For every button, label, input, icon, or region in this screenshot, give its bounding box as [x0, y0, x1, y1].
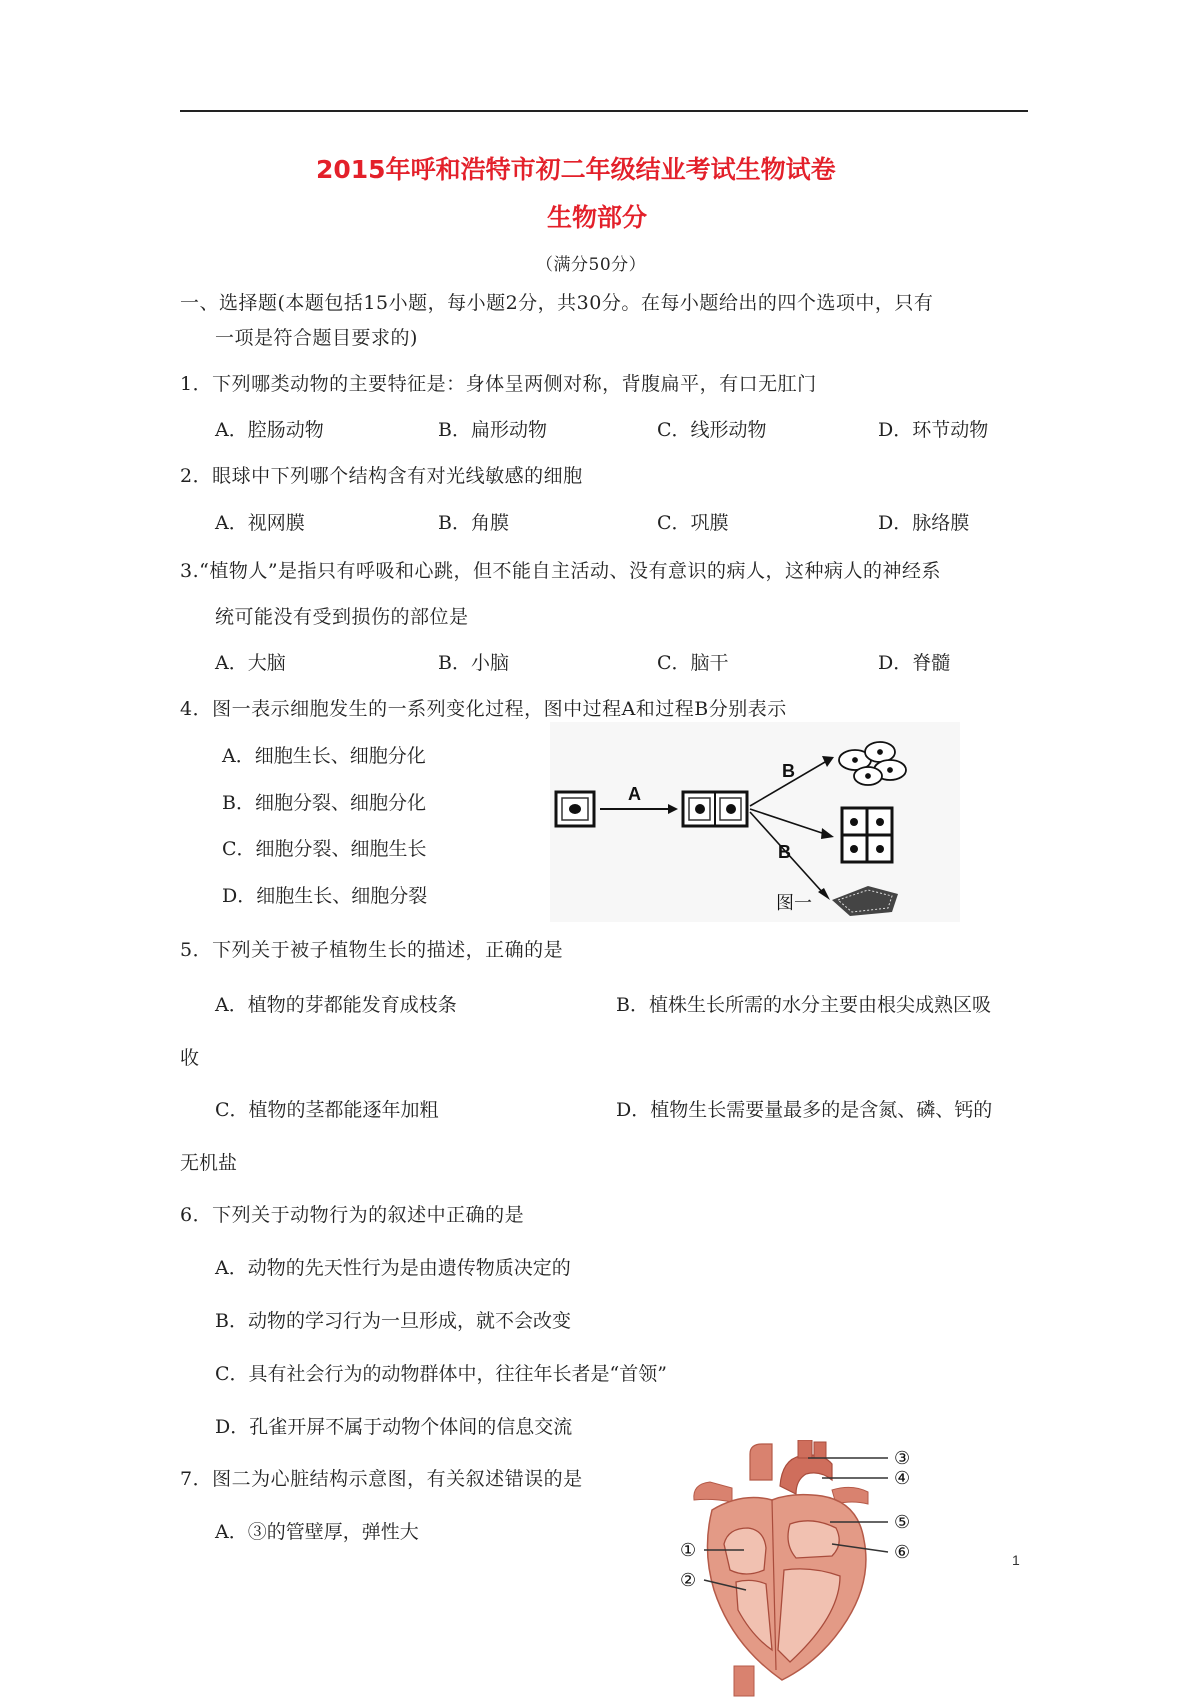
- q2-option-c: C．巩膜: [657, 512, 729, 534]
- label-5: ⑤: [894, 1512, 911, 1532]
- q5-option-b: B．植株生长所需的水分主要由根尖成熟区吸: [616, 994, 991, 1016]
- q5-option-d: D．植物生长需要量最多的是含氮、磷、钙的: [616, 1099, 993, 1121]
- q4-option-b: B．细胞分裂、细胞分化: [222, 792, 426, 814]
- q3-stem: 3.“植物人”是指只有呼吸和心跳，但不能自主活动、没有意识的病人，这种病人的神经系: [180, 560, 942, 582]
- q7-option-a: A．③的管壁厚，弹性大: [215, 1521, 419, 1543]
- q5-option-a: A．植物的芽都能发育成枝条: [215, 994, 457, 1016]
- q4-option-c: C．细胞分裂、细胞生长: [222, 838, 427, 860]
- q1-stem: 1．下列哪类动物的主要特征是：身体呈两侧对称，背腹扁平，有口无肛门: [180, 373, 817, 395]
- q5-option-c: C．植物的茎都能逐年加粗: [215, 1099, 439, 1121]
- q5-option-d-cont: 无机盐: [180, 1152, 238, 1174]
- figure-1-caption: 图一: [776, 893, 812, 913]
- q1-option-a: A．腔肠动物: [215, 419, 324, 441]
- q6-option-b: B．动物的学习行为一旦形成，就不会改变: [215, 1310, 571, 1332]
- label-6: ⑥: [894, 1542, 911, 1562]
- q4-option-d: D．细胞生长、细胞分裂: [222, 885, 428, 907]
- q6-option-c: C．具有社会行为的动物群体中，往往年长者是“首领”: [215, 1363, 667, 1385]
- q3-option-c: C．脑干: [657, 652, 729, 674]
- exam-subtitle: 生物部分: [547, 203, 648, 232]
- q6-option-d: D．孔雀开屏不属于动物个体间的信息交流: [215, 1416, 573, 1438]
- exam-title: 2015年呼和浩特市初二年级结业考试生物试卷: [316, 155, 836, 184]
- q1-option-d: D．环节动物: [878, 419, 989, 441]
- label-b-bottom: B: [778, 842, 791, 862]
- full-score: （满分50分）: [536, 255, 647, 275]
- q2-option-d: D．脉络膜: [878, 512, 970, 534]
- q7-stem: 7．图二为心脏结构示意图，有关叙述错误的是: [180, 1468, 583, 1490]
- label-4: ④: [894, 1468, 911, 1488]
- q5-option-b-cont: 收: [180, 1047, 200, 1069]
- q1-option-b: B．扁形动物: [438, 419, 547, 441]
- q1-option-c: C．线形动物: [657, 419, 767, 441]
- q3-option-d: D．脊髓: [878, 652, 951, 674]
- q3-option-b: B．小脑: [438, 652, 509, 674]
- header-rule: [180, 110, 1028, 112]
- section-heading-cont: 一项是符合题目要求的): [215, 327, 418, 349]
- q6-option-a: A．动物的先天性行为是由遗传物质决定的: [215, 1257, 571, 1279]
- q6-stem: 6．下列关于动物行为的叙述中正确的是: [180, 1204, 525, 1226]
- q5-stem: 5．下列关于被子植物生长的描述，正确的是: [180, 939, 564, 961]
- label-3: ③: [894, 1448, 911, 1468]
- label-2: ②: [680, 1570, 697, 1590]
- label-b-top: B: [782, 761, 795, 781]
- q4-option-a: A．细胞生长、细胞分化: [222, 745, 426, 767]
- q2-option-b: B．角膜: [438, 512, 509, 534]
- label-1: ①: [680, 1540, 697, 1560]
- figure-2-heart-diagram: [672, 1440, 932, 1698]
- q2-option-a: A．视网膜: [215, 512, 305, 534]
- label-a: A: [628, 784, 641, 804]
- figure-1-cell-process: [550, 722, 960, 922]
- single-cell: [556, 792, 594, 826]
- q3-stem-cont: 统可能没有受到损伤的部位是: [215, 606, 469, 628]
- q4-stem: 4．图一表示细胞发生的一系列变化过程，图中过程A和过程B分别表示: [180, 698, 787, 720]
- section-heading: 一、选择题(本题包括15小题，每小题2分，共30分。在每小题给出的四个选项中，只有: [180, 292, 934, 314]
- q3-option-a: A．大脑: [215, 652, 286, 674]
- page-number: 1: [1012, 1552, 1020, 1568]
- square-cells-icon: [842, 808, 892, 862]
- divided-cells: [683, 792, 747, 826]
- q2-stem: 2．眼球中下列哪个结构含有对光线敏感的细胞: [180, 465, 583, 487]
